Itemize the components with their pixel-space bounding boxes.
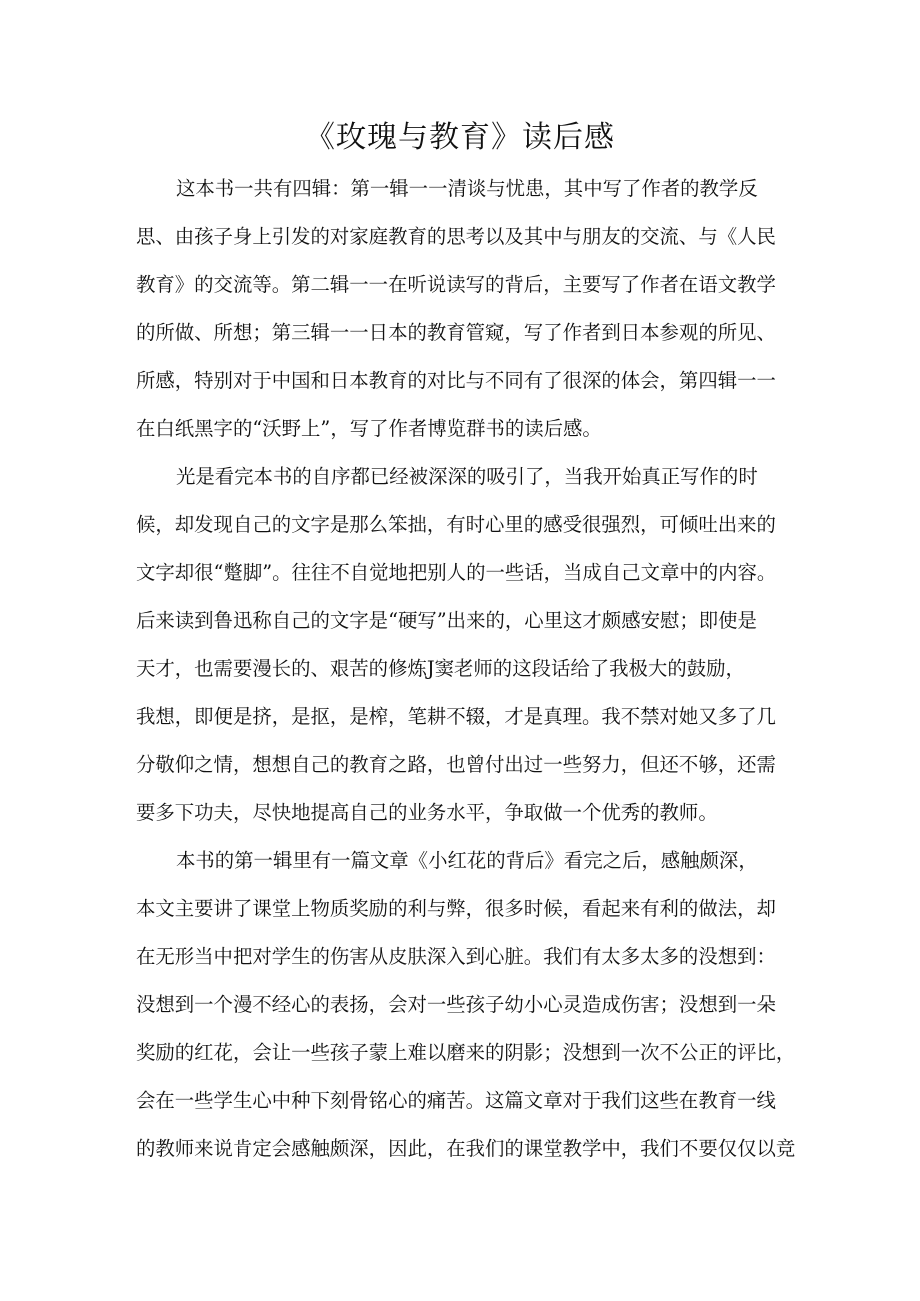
paragraph-3-line-4: 没想到一个漫不经心的表扬，会对一些孩子幼小心灵造成伤害；没想到一朵 bbox=[136, 993, 776, 1016]
paragraph-1-line-1: 这本书一共有四辑：第一辑一一清谈与忧患，其中写了作者的教学反 bbox=[176, 177, 758, 200]
paragraph-2-line-8: 要多下功夫，尽快地提高自己的业务水平，争取做一个优秀的教师。 bbox=[136, 801, 718, 824]
paragraph-1-line-3: 教育》的交流等。第二辑一一在听说读写的背后，主要写了作者在语文教学 bbox=[136, 273, 776, 296]
paragraph-2-line-6: 我想，即便是挤，是抠，是榨，笔耕不辍，才是真理。我不禁对她又多了几 bbox=[136, 705, 776, 728]
paragraph-1-line-2: 思、由孩子身上引发的对家庭教育的思考以及其中与朋友的交流、与《人民 bbox=[136, 225, 776, 248]
paragraph-3-line-2: 本文主要讲了课堂上物质奖励的利与弊，很多时候，看起来有利的做法，却 bbox=[136, 897, 776, 920]
paragraph-2-line-5: 天才，也需要漫长的、艰苦的修炼J窦老师的这段话给了我极大的鼓励， bbox=[136, 657, 745, 680]
paragraph-1-line-5: 所感，特别对于中国和日本教育的对比与不同有了很深的体会，第四辑一一 bbox=[136, 369, 776, 392]
paragraph-3-line-7: 的教师来说肯定会感触颇深，因此，在我们的课堂教学中，我们不要仅仅以竞 bbox=[136, 1137, 796, 1160]
paragraph-2-line-7: 分敬仰之情，想想自己的教育之路，也曾付出过一些努力，但还不够，还需 bbox=[136, 753, 776, 776]
paragraph-2-line-1: 光是看完本书的自序都已经被深深的吸引了，当我开始真正写作的时 bbox=[176, 465, 758, 488]
document-title: 《玫瑰与教育》读后感 bbox=[305, 120, 615, 155]
paragraph-3-line-1: 本书的第一辑里有一篇文章《小红花的背后》看完之后，感触颇深， bbox=[176, 849, 758, 872]
paragraph-2-line-3: 文字却很“蹩脚”。往往不自觉地把别人的一些话，当成自己文章中的内容。 bbox=[136, 561, 777, 584]
paragraph-3-line-5: 奖励的红花，会让一些孩子蒙上难以磨来的阴影；没想到一次不公正的评比， bbox=[136, 1041, 796, 1064]
paragraph-3-line-3: 在无形当中把对学生的伤害从皮肤深入到心脏。我们有太多太多的没想到： bbox=[136, 945, 776, 968]
paragraph-1-line-4: 的所做、所想；第三辑一一日本的教育管窥，写了作者到日本参观的所见、 bbox=[136, 321, 776, 344]
paragraph-3-line-6: 会在一些学生心中种下刻骨铭心的痛苦。这篇文章对于我们这些在教育一线 bbox=[136, 1089, 776, 1112]
paragraph-1-line-6: 在白纸黑字的“沃野上”，写了作者博览群书的读后感。 bbox=[136, 417, 602, 440]
paragraph-2-line-2: 候，却发现自己的文字是那么笨拙，有时心里的感受很强烈，可倾吐出来的 bbox=[136, 513, 776, 536]
paragraph-2-line-4: 后来读到鲁迅称自己的文字是“硬写”出来的，心里这才颇感安慰；即使是 bbox=[136, 609, 757, 632]
